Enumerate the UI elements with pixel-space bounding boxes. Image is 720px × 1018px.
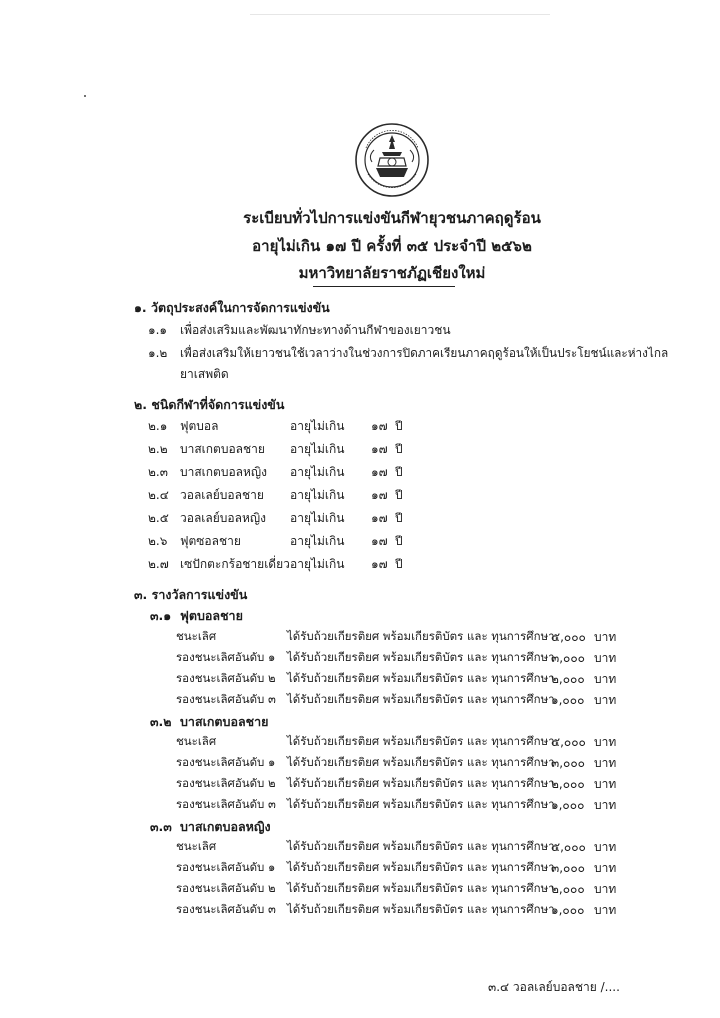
sport-number: ๒.๑ [148,419,168,433]
prize-group-title: ฟุตบอลชาย [180,608,243,623]
age-years: ๑๗ [371,534,388,548]
prize-description: ได้รับถ้วยเกียรติยศ พร้อมเกียรติบัตร และ ทุนการศึกษา [287,776,555,790]
scan-edge-line [250,14,550,15]
prize-currency: บาท [594,651,617,665]
age-years: ๑๗ [371,557,388,571]
age-unit: ปี [395,488,403,502]
prize-description: ได้รับถ้วยเกียรติยศ พร้อมเกียรติบัตร และ ทุนการศึกษา [287,755,555,769]
age-limit-label: อายุไม่เกิน [290,511,345,525]
sport-name: บาสเกตบอลชาย [180,442,265,456]
age-limit-label: อายุไม่เกิน [290,419,345,433]
prize-group-title: บาสเกตบอลหญิง [180,819,271,834]
age-unit: ปี [395,442,403,456]
prize-currency: บาท [594,798,617,812]
prize-description: ได้รับถ้วยเกียรติยศ พร้อมเกียรติบัตร และ ทุนการศึกษา [287,839,555,853]
prize-description: ได้รับถ้วยเกียรติยศ พร้อมเกียรติบัตร และ ทุนการศึกษา [287,881,555,895]
prize-amount: ๓,๐๐๐ [551,861,585,875]
age-unit: ปี [395,465,403,479]
prize-currency: บาท [594,630,617,644]
sport-number: ๒.๖ [148,534,168,548]
sport-number: ๒.๒ [148,442,168,456]
prize-rank-label: ชนะเลิศ [176,734,217,748]
sport-number: ๒.๔ [148,488,169,502]
prize-description: ได้รับถ้วยเกียรติยศ พร้อมเกียรติบัตร และ ทุนการศึกษา [287,650,555,664]
prize-currency: บาท [594,777,617,791]
age-years: ๑๗ [371,465,388,479]
prize-amount: ๕,๐๐๐ [551,735,586,749]
sport-name: วอลเลย์บอลหญิง [180,511,266,525]
prize-rank-label: รองชนะเลิศอันดับ ๓ [176,902,276,916]
age-years: ๑๗ [371,488,388,502]
sport-number: ๒.๓ [148,465,168,479]
title-underline [313,286,455,287]
section-3-heading: ๓. รางวัลการแข่งขัน [134,587,248,602]
age-limit-label: อายุไม่เกิน [290,442,345,456]
sport-name: บาสเกตบอลหญิง [180,465,268,479]
age-limit-label: อายุไม่เกิน [290,557,345,571]
age-unit: ปี [395,557,403,571]
section-1-heading: ๑. วัตถุประสงค์ในการจัดการแข่งขัน [134,300,330,315]
section-2-heading: ๒. ชนิดกีฬาที่จัดการแข่งขัน [134,397,285,412]
prize-amount: ๓,๐๐๐ [551,651,585,665]
document-title-line-3: มหาวิทยาลัยราชภัฏเชียงใหม่ [298,264,486,282]
prize-description: ได้รับถ้วยเกียรติยศ พร้อมเกียรติบัตร และ ทุนการศึกษา [287,734,555,748]
prize-rank-label: รองชนะเลิศอันดับ ๒ [176,776,276,790]
prize-amount: ๓,๐๐๐ [551,756,585,770]
age-limit-label: อายุไม่เกิน [290,488,345,502]
prize-amount: ๒,๐๐๐ [551,672,585,686]
sport-name: เซปักตะกร้อชายเดี่ยว [180,557,290,571]
prize-description: ได้รับถ้วยเกียรติยศ พร้อมเกียรติบัตร และ ทุนการศึกษา [287,902,555,916]
prize-currency: บาท [594,756,617,770]
sport-number: ๒.๗ [148,557,169,571]
prize-group-number: ๓.๒ [150,714,172,729]
prize-currency: บาท [594,693,617,707]
sport-name: ฟุตซอลชาย [180,534,241,548]
prize-group-number: ๓.๓ [150,819,172,834]
prize-amount: ๒,๐๐๐ [551,777,585,791]
prize-currency: บาท [594,735,617,749]
prize-rank-label: ชนะเลิศ [176,839,217,853]
sport-number: ๒.๕ [148,511,169,525]
sport-name: วอลเลย์บอลชาย [180,488,264,502]
prize-currency: บาท [594,882,617,896]
sport-name: ฟุตบอล [180,419,219,433]
section-1-item-number: ๑.๑ [148,323,168,337]
prize-group-title: บาสเกตบอลชาย [180,714,269,729]
age-unit: ปี [395,534,403,548]
age-limit-label: อายุไม่เกิน [290,465,345,479]
document-title-line-2: อายุไม่เกิน ๑๗ ปี ครั้งที่ ๓๕ ประจำปี ๒๕๖๒ [252,237,532,255]
section-1-item-text: เพื่อส่งเสริมและพัฒนาทักษะทางด้านกีฬาของเยาวชน [180,323,451,337]
prize-rank-label: ชนะเลิศ [176,629,217,643]
prize-rank-label: รองชนะเลิศอันดับ ๓ [176,797,276,811]
prize-description: ได้รับถ้วยเกียรติยศ พร้อมเกียรติบัตร และ ทุนการศึกษา [287,692,555,706]
age-years: ๑๗ [371,511,388,525]
prize-group-number: ๓.๑ [150,608,172,623]
prize-rank-label: รองชนะเลิศอันดับ ๑ [176,860,276,874]
page-continuation-note: ๓.๔ วอลเลย์บอลชาย /.... [488,980,620,994]
age-limit-label: อายุไม่เกิน [290,534,345,548]
prize-description: ได้รับถ้วยเกียรติยศ พร้อมเกียรติบัตร และ ทุนการศึกษา [287,629,555,643]
prize-currency: บาท [594,903,617,917]
prize-amount: ๕,๐๐๐ [551,630,586,644]
prize-amount: ๑,๐๐๐ [551,903,585,917]
prize-amount: ๑,๐๐๐ [551,693,585,707]
prize-rank-label: รองชนะเลิศอันดับ ๒ [176,671,276,685]
section-1-item-text-continued: ยาเสพติด [180,367,229,381]
age-years: ๑๗ [371,442,388,456]
prize-rank-label: รองชนะเลิศอันดับ ๓ [176,692,276,706]
prize-currency: บาท [594,840,617,854]
prize-amount: ๒,๐๐๐ [551,882,585,896]
age-years: ๑๗ [371,419,388,433]
scan-speck [84,95,86,97]
prize-rank-label: รองชนะเลิศอันดับ ๒ [176,881,276,895]
prize-description: ได้รับถ้วยเกียรติยศ พร้อมเกียรติบัตร และ ทุนการศึกษา [287,797,555,811]
prize-currency: บาท [594,672,617,686]
prize-amount: ๕,๐๐๐ [551,840,586,854]
age-unit: ปี [395,419,403,433]
prize-currency: บาท [594,861,617,875]
university-seal-icon [354,122,430,198]
section-1-item-number: ๑.๒ [148,346,168,360]
document-title-line-1: ระเบียบทั่วไปการแข่งขันกีฬายุวชนภาคฤดูร้อน [243,209,541,227]
prize-rank-label: รองชนะเลิศอันดับ ๑ [176,650,276,664]
prize-description: ได้รับถ้วยเกียรติยศ พร้อมเกียรติบัตร และ ทุนการศึกษา [287,671,555,685]
section-1-item-text: เพื่อส่งเสริมให้เยาวชนใช้เวลาว่างในช่วงการปิดภาคเรียนภาคฤดูร้อนให้เป็นประโยชน์และห่างไกล [180,346,669,360]
prize-description: ได้รับถ้วยเกียรติยศ พร้อมเกียรติบัตร และ ทุนการศึกษา [287,860,555,874]
age-unit: ปี [395,511,403,525]
prize-rank-label: รองชนะเลิศอันดับ ๑ [176,755,276,769]
prize-amount: ๑,๐๐๐ [551,798,585,812]
